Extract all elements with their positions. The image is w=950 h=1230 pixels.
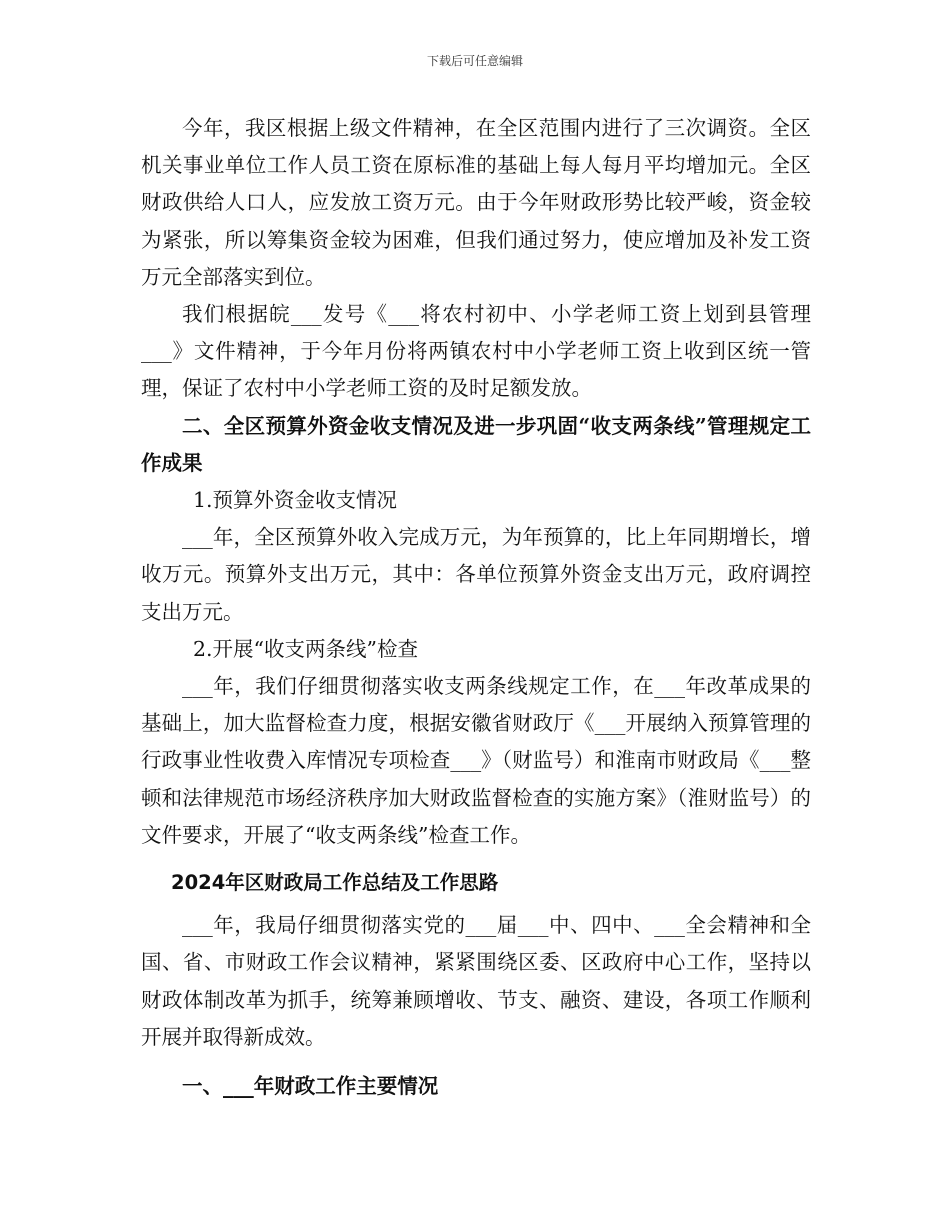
section-heading-main-situation: 一、___年财政工作主要情况 [182,1074,439,1099]
subheading-extrabudget-income: 1.预算外资金收支情况 [193,488,398,513]
document-body [141,110,811,1105]
paragraph-inspection: ___年，我们仔细贯彻落实收支两条线规定工作，在___年改革成果的基础上，加大监督检查力度，根据安徽省财政厅《___开展纳入预算管理的行政事业性收费入库情况专项检查___》（财监号）和淮南市财政局《___整顿和法律规范市场经济秩序加大财政监督检查的实施方案》（淮财监号）的文件要求，开展了“收支两条线”检查工作。 [141,674,811,847]
paragraph-work-summary: ___年，我局仔细贯彻落实党的___届___中、四中、___全会精神和全国、省、市财政工作会议精神，紧紧围绕区委、区政府中心工作，坚持以财政体制改革为抓手，统筹兼顾增收、节支、融资、建设，各项工作顺利开展并取得新成效。 [141,913,811,1049]
subheading-inspection: 2.开展“收支两条线”检查 [193,636,419,661]
paragraph-teacher-salary: 我们根据皖___发号《___将农村初中、小学老师工资上划到县管理___》文件精神，于今年月份将两镇农村中小学老师工资上收到区统一管理，保证了农村中小学老师工资的及时足额发放。 [141,302,811,401]
document-title: 2024年区财政局工作总结及工作思路 [171,871,499,895]
paragraph-extrabudget-income: ___年，全区预算外收入完成万元，为年预算的，比上年同期增长，增收万元。预算外支出万元，其中：各单位预算外资金支出万元，政府调控支出万元。 [141,525,811,624]
section-heading-extrabudget: 二、全区预算外资金收支情况及进一步巩固“收支两条线”管理规定工作成果 [141,413,811,475]
page-header: 下载后可任意编辑 [426,54,523,68]
paragraph-salary-adjustment: 今年，我区根据上级文件精神，在全区范围内进行了三次调资。全区机关事业单位工作人员工资在原标准的基础上每人每月平均增加元。全区财政供给人口人，应发放工资万元。由于今年财政形势比较严峻，资金较为紧张，所以筹集资金较为困难，但我们通过努力，使应增加及补发工资万元全部落实到位。 [141,116,811,289]
